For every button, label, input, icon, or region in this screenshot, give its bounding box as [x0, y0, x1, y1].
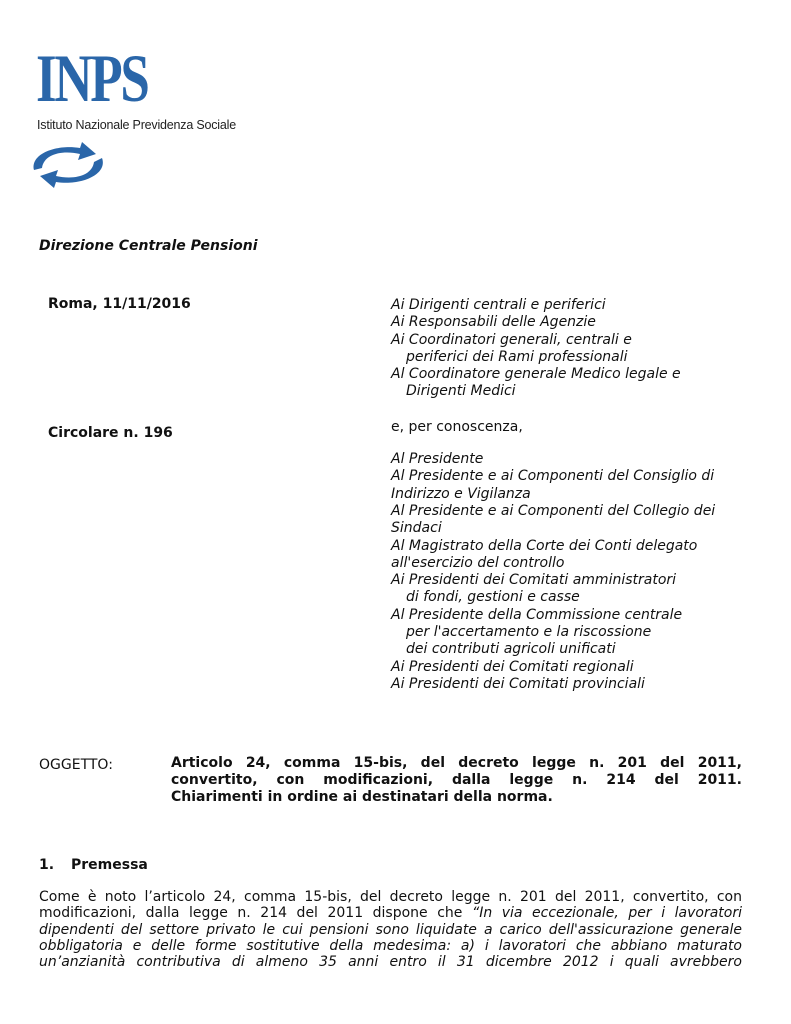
body-text-quote: obbligatoria e delle forme sostitutive della medesima: a) i lavoratori che abbiano maturato: [39, 937, 742, 954]
recipient-item: Al Magistrato della Corte dei Conti delegato: [391, 537, 698, 554]
recipient-item: Ai Presidenti dei Comitati amministratori: [391, 572, 677, 589]
oggetto-text: [171, 755, 742, 806]
recipient-item: dei contributi agricoli unificati: [406, 641, 616, 658]
body-text-quote: “In via eccezionale, per i lavoratori: [471, 905, 742, 922]
recipient-item: Al Presidente della Commissione centrale: [391, 606, 683, 623]
section-heading: [39, 857, 148, 873]
recipient-item: Ai Presidenti dei Comitati regionali: [391, 658, 634, 675]
recipient-item: Al Coordinatore generale Medico legale e: [391, 366, 681, 383]
recipient-item: Indirizzo e Vigilanza: [391, 485, 531, 502]
inps-logo-wordmark: INPS: [36, 40, 148, 116]
body-text-quote: dipendenti del settore privato le cui pensioni sono liquidate a carico dell'assicurazione generale: [39, 921, 742, 938]
body-line: Come è noto l’articolo 24, comma 15-bis, del decreto legge n. 201 del 2011, convertito, con: [39, 889, 742, 905]
recipient-item: Ai Responsabili delle Agenzie: [391, 314, 596, 331]
recipient-item: Ai Presidenti dei Comitati provinciali: [391, 675, 645, 692]
conoscenza-label: e, per conoscenza,: [391, 418, 523, 435]
recipient-item: Sindaci: [391, 520, 442, 537]
oggetto-line: Articolo 24, comma 15-bis, del decreto legge n. 201 del 2011,: [171, 755, 742, 771]
recipient-item: di fondi, gestioni e casse: [406, 589, 580, 606]
recipient-item: Dirigenti Medici: [406, 383, 516, 400]
body-text-quote: un’anzianità contributiva di almeno 35 anni entro il 31 dicembre 2012 i quali avrebbero: [39, 954, 742, 971]
oggetto-label: OGGETTO:: [39, 757, 113, 773]
recipient-item: Al Presidente e ai Componenti del Collegio dei: [391, 502, 716, 519]
direzione-heading: Direzione Centrale Pensioni: [39, 238, 258, 254]
recipient-item: Ai Dirigenti centrali e periferici: [391, 297, 606, 313]
recipient-item: Al Presidente e ai Componenti del Consiglio di: [391, 468, 715, 485]
body-line: [39, 954, 742, 970]
recipients-list: [391, 297, 715, 693]
recipient-item: per l'accertamento e la riscossione: [406, 624, 652, 641]
section-title: Premessa: [71, 857, 148, 873]
recipient-item: Al Presidente: [391, 451, 484, 468]
inps-logo-subtitle: Istituto Nazionale Previdenza Sociale: [37, 118, 236, 132]
body-line: [39, 938, 742, 954]
body-line: [39, 905, 742, 921]
body-paragraph: [39, 889, 742, 970]
recipient-item: Ai Coordinatori generali, centrali e: [391, 331, 632, 348]
body-line: [39, 922, 742, 938]
recipient-item: periferici dei Rami professionali: [406, 348, 628, 365]
recipient-item: all'esercizio del controllo: [391, 554, 565, 571]
body-text-plain: modificazioni, dalla legge n. 214 del 2011 dispone che: [39, 905, 472, 922]
oggetto-line: Chiarimenti in ordine ai destinatari della norma.: [171, 789, 553, 805]
inps-logo-arrows-icon: [26, 140, 110, 188]
document-date: Roma, 11/11/2016: [48, 296, 191, 312]
oggetto-line: convertito, con modificazioni, dalla legge n. 214 del 2011.: [171, 772, 742, 788]
section-number: 1.: [39, 857, 55, 873]
circolare-number: Circolare n. 196: [48, 425, 173, 441]
